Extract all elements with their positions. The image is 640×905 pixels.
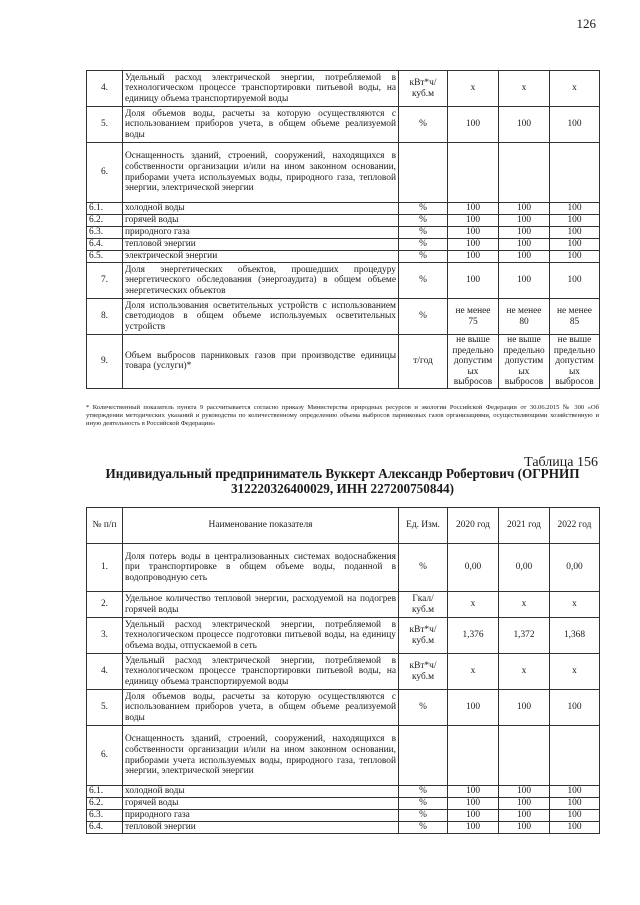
value-2022: 100	[550, 822, 600, 834]
row-number: 6.2.	[87, 215, 123, 227]
row-number: 8.	[87, 299, 123, 335]
value-2020: 0,00	[448, 544, 499, 592]
indicator-name: Доля использования осветительных устройств с использованием светодиодов в общем объеме используемых осветительных устройств	[123, 299, 399, 335]
table-header-row	[87, 508, 600, 544]
unit: %	[399, 107, 448, 143]
value-2020	[448, 143, 499, 203]
table-row	[87, 618, 600, 654]
value-2020: 100	[448, 239, 499, 251]
unit: %	[399, 227, 448, 239]
unit: %	[399, 690, 448, 726]
indicator-name: холодной воды	[123, 203, 399, 215]
indicator-name: горячей воды	[123, 798, 399, 810]
header-2021: 2021 год	[499, 508, 550, 544]
unit: Гкал/ куб.м	[399, 592, 448, 618]
value-2021: 100	[499, 263, 550, 299]
value-2021: 100	[499, 822, 550, 834]
value-2021: не менее 80	[499, 299, 550, 335]
row-number: 7.	[87, 263, 123, 299]
table-row	[87, 335, 600, 389]
value-2021: 100	[499, 215, 550, 227]
value-2021: x	[499, 654, 550, 690]
table-row	[87, 592, 600, 618]
value-2022: 0,00	[550, 544, 600, 592]
row-number: 6.3.	[87, 227, 123, 239]
table-row	[87, 71, 600, 107]
table-row	[87, 798, 600, 810]
value-2020: 100	[448, 822, 499, 834]
value-2020: 100	[448, 810, 499, 822]
indicator-name: природного газа	[123, 227, 399, 239]
indicator-name: Доля потерь воды в централизованных системах водоснабжения при транспортировке в общем объеме воды, поданной в водопроводную сеть	[123, 544, 399, 592]
value-2022: 100	[550, 107, 600, 143]
row-number: 5.	[87, 690, 123, 726]
value-2022: x	[550, 592, 600, 618]
value-2022: x	[550, 71, 600, 107]
value-2020	[448, 726, 499, 786]
indicator-name: Удельный расход электрической энергии, потребляемой в технологическом процессе транспортировки питьевой воды, на единицу объема транспортируемой воды	[123, 71, 399, 107]
indicator-name: Удельный расход электрической энергии, потребляемой в технологическом процессе подготовки питьевой воды, на единицу объема воды, отпускаемой в сеть	[123, 618, 399, 654]
value-2022	[550, 143, 600, 203]
value-2021: 100	[499, 798, 550, 810]
value-2021: 0,00	[499, 544, 550, 592]
row-number: 4.	[87, 654, 123, 690]
value-2021: 100	[499, 203, 550, 215]
row-number: 6.	[87, 726, 123, 786]
value-2020: 100	[448, 690, 499, 726]
unit	[399, 726, 448, 786]
value-2020: x	[448, 592, 499, 618]
unit: кВт*ч/ куб.м	[399, 618, 448, 654]
unit: т/год	[399, 335, 448, 389]
table-row	[87, 690, 600, 726]
footnote: * Количественный показатель пункта 9 рассчитывается согласно приказу Министерства природных ресурсов и экологии Российской Федерации от 30.06.2015 № 300 «Об утверждении методических указаний и руководства по количественному определению объема выбросов парниковых газов организациями, осуществляющими хозяйственную и иную деятельность в Российской Федерации»	[86, 404, 599, 427]
indicator-name: Объем выбросов парниковых газов при производстве единицы товара (услуги)*	[123, 335, 399, 389]
indicator-name: электрической энергии	[123, 251, 399, 263]
table-row	[87, 544, 600, 592]
unit	[399, 143, 448, 203]
unit: кВт*ч/ куб.м	[399, 71, 448, 107]
row-number: 6.4.	[87, 822, 123, 834]
indicator-name: Доля энергетических объектов, прошедших процедуру энергетического обследования (энергоаудита) в общем объеме энергетических объектов	[123, 263, 399, 299]
header-number: № п/п	[87, 508, 123, 544]
row-number: 2.	[87, 592, 123, 618]
table-row	[87, 263, 600, 299]
indicators-table-156	[86, 507, 600, 834]
row-number: 4.	[87, 71, 123, 107]
unit: %	[399, 798, 448, 810]
value-2022: 100	[550, 263, 600, 299]
table-row	[87, 822, 600, 834]
row-number: 6.	[87, 143, 123, 203]
value-2021	[499, 726, 550, 786]
value-2021: 100	[499, 810, 550, 822]
table-row	[87, 299, 600, 335]
unit: кВт*ч/ куб.м	[399, 654, 448, 690]
value-2022: x	[550, 654, 600, 690]
value-2022: 100	[550, 203, 600, 215]
indicator-name: Удельное количество тепловой энергии, расходуемой на подогрев горячей воды	[123, 592, 399, 618]
value-2022	[550, 726, 600, 786]
value-2021: 100	[499, 227, 550, 239]
indicator-name: Доля объемов воды, расчеты за которую осуществляются с использованием приборов учета, в общем объеме реализуемой воды	[123, 690, 399, 726]
value-2021: x	[499, 71, 550, 107]
table-row	[87, 654, 600, 690]
value-2020: 100	[448, 227, 499, 239]
unit: %	[399, 544, 448, 592]
value-2022: 100	[550, 798, 600, 810]
value-2020: не менее 75	[448, 299, 499, 335]
value-2021: не выше предельно допустим ых выбросов	[499, 335, 550, 389]
value-2020: x	[448, 71, 499, 107]
value-2020: 100	[448, 786, 499, 798]
indicator-name: Оснащенность зданий, строений, сооружений, находящихся в собственности организации и/или на ином законном основании, приборами учета используемых воды, природного газа, тепловой энергии, электрической энергии	[123, 143, 399, 203]
value-2021: 100	[499, 690, 550, 726]
value-2022: 100	[550, 786, 600, 798]
unit: %	[399, 215, 448, 227]
value-2021: 100	[499, 239, 550, 251]
indicator-name: тепловой энергии	[123, 239, 399, 251]
value-2020: 100	[448, 215, 499, 227]
value-2020: 100	[448, 798, 499, 810]
unit: %	[399, 263, 448, 299]
value-2022: 100	[550, 251, 600, 263]
indicator-name: горячей воды	[123, 215, 399, 227]
indicator-name: Оснащенность зданий, строений, сооружений, находящихся в собственности организации и/или на ином законном основании, приборами учета используемых воды, природного газа, тепловой энергии, электрической энергии	[123, 726, 399, 786]
table-row	[87, 227, 600, 239]
value-2022: 100	[550, 215, 600, 227]
value-2020: 100	[448, 107, 499, 143]
indicator-name: холодной воды	[123, 786, 399, 798]
unit: %	[399, 822, 448, 834]
value-2021: 100	[499, 251, 550, 263]
value-2020: не выше предельно допустим ых выбросов	[448, 335, 499, 389]
unit: %	[399, 299, 448, 335]
page-number: 126	[576, 16, 596, 31]
indicator-name: природного газа	[123, 810, 399, 822]
value-2022: не выше предельно допустим ых выбросов	[550, 335, 600, 389]
value-2021: 100	[499, 786, 550, 798]
unit: %	[399, 251, 448, 263]
row-number: 3.	[87, 618, 123, 654]
value-2022: 100	[550, 690, 600, 726]
table-row	[87, 239, 600, 251]
row-number: 5.	[87, 107, 123, 143]
indicators-table-continued	[86, 70, 600, 389]
indicator-name: Доля объемов воды, расчеты за которую осуществляются с использованием приборов учета, в общем объеме реализуемой воды	[123, 107, 399, 143]
header-2022: 2022 год	[550, 508, 600, 544]
header-indicator-name: Наименование показателя	[123, 508, 399, 544]
value-2020: 100	[448, 263, 499, 299]
value-2022: 100	[550, 227, 600, 239]
table-row	[87, 215, 600, 227]
table-row	[87, 251, 600, 263]
indicator-name: Удельный расход электрической энергии, потребляемой в технологическом процессе транспортировки питьевой воды, на единицу объема транспортируемой воды	[123, 654, 399, 690]
unit: %	[399, 786, 448, 798]
table-row	[87, 203, 600, 215]
value-2020: 100	[448, 203, 499, 215]
value-2022: не менее 85	[550, 299, 600, 335]
value-2020: x	[448, 654, 499, 690]
table-title: Индивидуальный предприниматель Вуккерт Александр Робертович (ОГРНИП 312220326400029, ИНН 227200750844)	[105, 466, 580, 496]
table-row	[87, 107, 600, 143]
table-row	[87, 810, 600, 822]
row-number: 1.	[87, 544, 123, 592]
table-row	[87, 786, 600, 798]
row-number: 6.1.	[87, 786, 123, 798]
table-row	[87, 726, 600, 786]
unit: %	[399, 810, 448, 822]
value-2021	[499, 143, 550, 203]
row-number: 6.1.	[87, 203, 123, 215]
value-2021: x	[499, 592, 550, 618]
row-number: 6.2.	[87, 798, 123, 810]
indicator-name: тепловой энергии	[123, 822, 399, 834]
header-unit: Ед. Изм.	[399, 508, 448, 544]
header-2020: 2020 год	[448, 508, 499, 544]
value-2022: 100	[550, 239, 600, 251]
value-2022: 100	[550, 810, 600, 822]
value-2020: 1,376	[448, 618, 499, 654]
unit: %	[399, 203, 448, 215]
row-number: 9.	[87, 335, 123, 389]
value-2020: 100	[448, 251, 499, 263]
row-number: 6.3.	[87, 810, 123, 822]
value-2022: 1,368	[550, 618, 600, 654]
row-number: 6.4.	[87, 239, 123, 251]
value-2021: 1,372	[499, 618, 550, 654]
row-number: 6.5.	[87, 251, 123, 263]
unit: %	[399, 239, 448, 251]
table-caption: Таблица 156	[524, 455, 598, 470]
value-2021: 100	[499, 107, 550, 143]
table-row	[87, 143, 600, 203]
